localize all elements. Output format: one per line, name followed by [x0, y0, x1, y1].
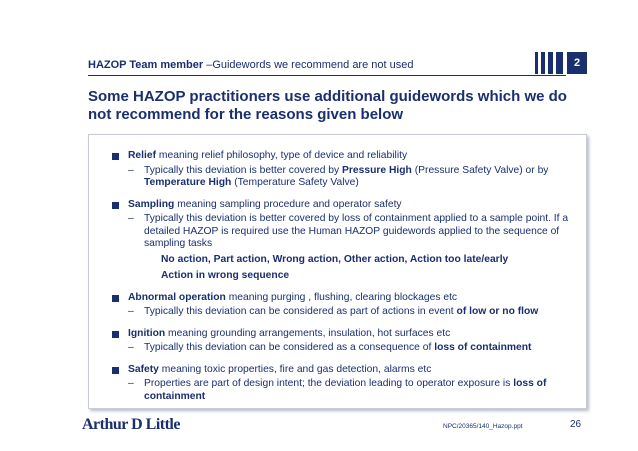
- arthur-d-little-logo: Arthur D Little: [82, 416, 180, 433]
- bar-3: [548, 52, 553, 74]
- square-bullet-icon: [112, 331, 119, 338]
- item-description: meaning grounding arrangements, insulation, hot surfaces etc: [165, 327, 451, 339]
- sub-point: [128, 342, 588, 355]
- bar-4: [556, 52, 563, 74]
- item-term: Ignition: [128, 327, 166, 339]
- guideword-line: No action, Part action, Wrong action, Other action, Action too late/early: [161, 253, 509, 265]
- dash-bullet-icon: –: [128, 306, 134, 317]
- dash-bullet-icon: –: [128, 378, 134, 389]
- bar-2: [541, 52, 545, 74]
- item-description: meaning toxic properties, fire and gas detection, alarms etc: [158, 363, 432, 375]
- header-title-bold: HAZOP Team member: [88, 59, 204, 71]
- sub-point-emphasis: loss of containment: [434, 342, 532, 353]
- sub-point-text: Typically this deviation is better covered by loss of containment applied to a sample point. If a detailed HAZOP is required use the Human HAZOP guidewords applied to the sequence of sampling tasks: [144, 213, 569, 249]
- list-item: [110, 150, 590, 190]
- dash-bullet-icon: –: [128, 342, 134, 353]
- item-description: meaning sampling procedure and operator safety: [174, 198, 402, 210]
- sub-point: [128, 306, 588, 319]
- page-headline: Some HAZOP practitioners use additional guidewords which we do not recommend for the reasons given below: [88, 88, 567, 123]
- sub-point-emphasis: Temperature High: [144, 177, 232, 188]
- section-number-badge: 2: [567, 52, 587, 74]
- sub-point: [128, 165, 588, 190]
- sub-point-text: Typically this deviation is better covered by: [144, 164, 343, 176]
- item-description: meaning relief philosophy, type of device and reliability: [156, 150, 408, 161]
- guideword-line: Action in wrong sequence: [161, 269, 290, 281]
- bar-1: [535, 52, 538, 74]
- header-title-rest: –Guidewords we recommend are not used: [203, 59, 414, 71]
- square-bullet-icon: [112, 202, 119, 209]
- item-term: Abnormal operation: [128, 291, 226, 303]
- list-item: [110, 292, 590, 319]
- list-item: [110, 199, 590, 283]
- square-bullet-icon: [112, 295, 119, 302]
- header-title: [88, 59, 413, 71]
- sub-point-text: Properties are part of design intent; the deviation leading to operator exposure is: [144, 378, 514, 389]
- sub-point-emphasis: loss of containment: [144, 378, 547, 402]
- item-term: Sampling: [128, 198, 175, 210]
- header-rule: [88, 75, 566, 76]
- item-term: Safety: [128, 363, 159, 375]
- sub-point: [128, 378, 588, 403]
- sub-point-text: (Pressure Safety Valve) or by: [411, 164, 549, 176]
- item-term: Relief: [128, 150, 157, 161]
- dash-bullet-icon: –: [128, 164, 134, 176]
- sub-point: [128, 213, 588, 251]
- sub-point-text: Typically this deviation can be considered as part of actions in event: [144, 306, 457, 317]
- sub-point-text: Typically this deviation can be considered as a consequence of: [144, 342, 435, 353]
- sub-point-text: (Temperature Safety Valve): [231, 177, 359, 188]
- square-bullet-icon: [112, 153, 119, 160]
- sub-point-emphasis: of low or no flow: [456, 306, 539, 317]
- sub-point-emphasis: Pressure High: [342, 164, 412, 176]
- guideword-list: [110, 150, 590, 403]
- list-item: [110, 328, 590, 355]
- page-number: 26: [570, 419, 582, 430]
- footer-reference: NPC/20365/140_Hazop.ppt: [443, 423, 523, 430]
- square-bullet-icon: [112, 367, 119, 374]
- dash-bullet-icon: –: [128, 213, 134, 224]
- list-item: [110, 364, 590, 404]
- item-description: meaning purging , flushing, clearing blockages etc: [225, 291, 458, 303]
